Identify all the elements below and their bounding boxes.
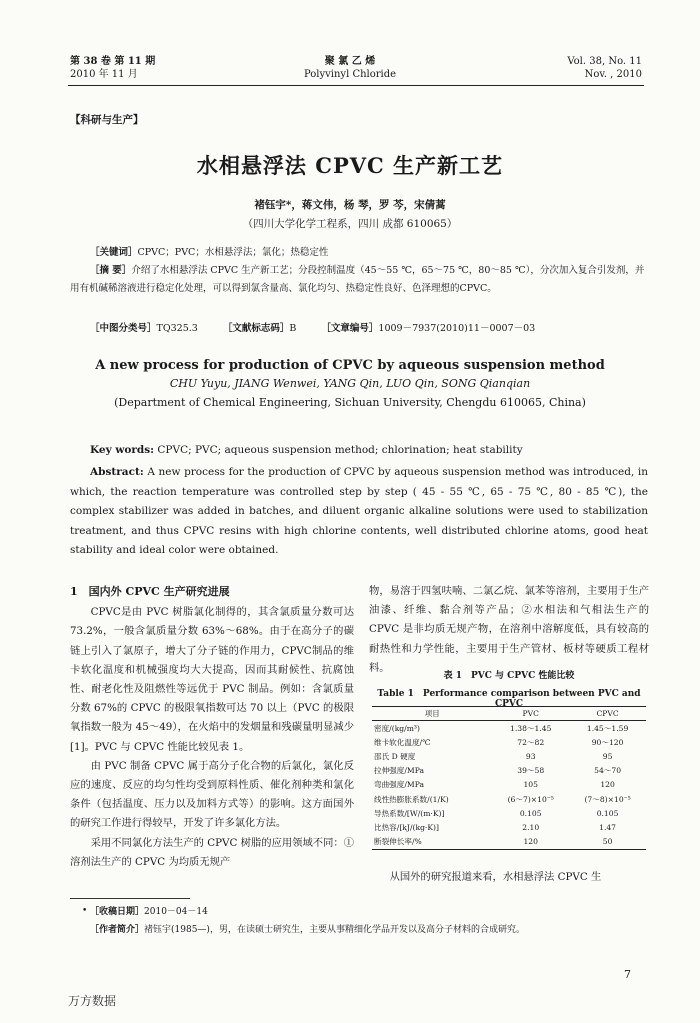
- table-header-row: [372, 707, 646, 721]
- table-cell: 120: [600, 780, 615, 790]
- table-header-item: 项目: [372, 707, 492, 721]
- table-row: [372, 835, 646, 850]
- table-cell: 90～120: [591, 737, 624, 747]
- volume-cn: 第 38 卷 第 11 期: [70, 56, 156, 67]
- affiliation-cn: （四川大学化学工程系，四川 成都 610065）: [242, 218, 458, 230]
- keywords-cn: [90, 244, 650, 258]
- table-1: [372, 706, 646, 850]
- table-cell: 93: [525, 751, 536, 761]
- table-cell: 导热系数/[W/(m·K)]: [374, 808, 445, 818]
- table-row: [372, 764, 646, 778]
- journal-cn: 聚 氯 乙 烯: [324, 56, 376, 67]
- article-no-label: ［文章编号］: [321, 323, 379, 334]
- right-column-paragraph: 物，易溶于四氢呋喃、二氯乙烷、氯苯等溶剂，主要用于生产油漆、纤维、黏合剂等产品；②水相法和气相法生产的 CPVC 是非均质无规产物，在溶剂中溶解度低，具有较高的耐热性和力学性能，主要用于生产管材、板材等硬质工程材料。: [369, 585, 649, 674]
- abstract-cn: [70, 262, 648, 298]
- table-cell: 线性热膨胀系数/(1/K): [374, 794, 449, 804]
- section-1-heading: 1 国内外 CPVC 生产研究进展: [70, 585, 230, 598]
- keywords-cn-text: CPVC；PVC；水相悬浮法；氯化；热稳定性: [137, 247, 329, 258]
- clc-value: TQ325.3: [156, 323, 198, 334]
- table-1-caption-en: Table 1 Performance comparison between PVC and CPVC: [377, 689, 641, 709]
- table-cell: 拉伸强度/MPa: [374, 766, 425, 776]
- author-bio: [90, 922, 650, 935]
- doc-code-label: ［文献标志码］: [222, 323, 290, 334]
- abstract-cn-text: 介绍了水相悬浮法 CPVC 生产新工艺；分段控制温度（45～55 ℃，65～75 ℃，80～85 ℃），分次加入复合引发剂，并用有机碱稀溶液进行稳定化处理，可以得到氯含量高、氯化均匀、热稳定性良好、色泽理想的CPVC。: [70, 265, 645, 294]
- keywords-en-label: Key words:: [90, 444, 155, 456]
- volume-en: Vol. 38, No. 11: [567, 56, 642, 67]
- section-1-paragraph-1: CPVC是由 PVC 树脂氯化制得的，其含氯质量分数可达 73.2%，一般含氯质量分数 63%～68%。由于在高分子的碳链上引入了氯原子，增大了分子链的作用力，CPVC制品的维卡软化温度和机械强度均大大提高，因而其耐候性、抗腐蚀性、耐老化性及阻燃性等远优于 PVC 制品。例如：含氯质量分数 67%的 CPVC 的极限氧指数可达 70 以上（PVC 的极限氧指数一般为 45～49），在火焰中的发烟量和残碳量明显减少[1]。PVC 与 CPVC 性能比较见表 1。: [70, 606, 354, 753]
- table-row: [372, 721, 646, 736]
- table-cell: 维卡软化温度/℃: [374, 737, 431, 747]
- header-rule: [68, 85, 644, 86]
- page-number: 7: [624, 968, 631, 981]
- section-1-paragraph-2: 由 PVC 制备 CPVC 属于高分子化合物的后氯化，氯化反应的速度、反应的均匀性均受到原料性质、催化剂种类和氯化条件（包括温度、压力以及加料方式等）的影响。这方面国外的研究工作进行得较早，开发了许多氯化方法。: [70, 759, 354, 830]
- journal-en: Polyvinyl Chloride: [303, 69, 397, 80]
- received-value: 2010－04－14: [144, 907, 208, 917]
- table-cell: 弯曲强度/MPa: [374, 780, 425, 790]
- clc-label: ［中图分类号］: [90, 323, 157, 334]
- left-column: [70, 582, 354, 872]
- received-label: ［收稿日期］: [90, 907, 145, 917]
- authors-cn: 褚钰宇*，蒋文伟，杨 琴，罗 芩，宋倩蒿: [254, 199, 446, 211]
- table-cell: 断裂伸长率/%: [372, 835, 492, 850]
- table-cell: 1.47: [599, 822, 617, 832]
- author-bio-text: 褚钰宇(1985—)，男，在读硕士研究生，主要从事精细化学品开发以及高分子材料的合成研究。: [144, 925, 525, 935]
- table-row: [372, 820, 646, 834]
- table-cell: 比热容/[kJ/(kg·K)]: [374, 822, 439, 832]
- right-column: [369, 582, 649, 678]
- received-date: [90, 904, 208, 917]
- table-cell: 1.38～1.45: [510, 723, 552, 733]
- authors-en: CHU Yuyu, JIANG Wenwei, YANG Qin, LUO Qin, SONG Qianqian: [169, 377, 531, 390]
- table-header-pvc: PVC: [492, 707, 569, 721]
- header-right: [567, 55, 642, 81]
- table-cell: 密度/(kg/m³): [374, 723, 420, 733]
- section-1-paragraph-3: 采用不同氯化方法生产的 CPVC 树脂的应用领域不同：①溶剂法生产的 CPVC 为均质无规产: [70, 836, 354, 868]
- right-column-continuation: 从国外的研究报道来看，水相悬浮法 CPVC 生: [389, 871, 602, 883]
- doc-code-value: B: [289, 323, 297, 334]
- abstract-en-text: A new process for the production of CPVC by aqueous suspension method was introduced, in which, the reaction temperature was controlled step by step ( 45 - 55 ℃, 65 - 75 ℃, 80 - 85 ℃), the complex stabilizer was added in batches, and diluent organic alkaline solutions were used to stabilization treatment, and thus CPVC resins with high chlorine contents, well distributed chlorine atoms, good heat stability and ideal color were obtained.: [70, 466, 648, 556]
- table-cell: 邵氏 D 硬度: [374, 751, 416, 761]
- classification-row: [90, 320, 557, 334]
- footnote-rule: [70, 898, 190, 899]
- abstract-en: [70, 463, 648, 561]
- date-en: Nov. , 2010: [584, 69, 642, 80]
- table-cell: 95: [602, 751, 613, 761]
- table-row: [372, 735, 646, 749]
- watermark: 万方数据: [68, 994, 117, 1008]
- table-cell: 0.105: [596, 808, 619, 818]
- table-cell: 120: [492, 835, 569, 850]
- table-row: [372, 792, 646, 806]
- table-cell: (7～8)×10⁻⁵: [584, 794, 631, 804]
- article-no-value: 1009－7937(2010)11－0007－03: [378, 323, 536, 334]
- table-row: [372, 749, 646, 763]
- table-row: [372, 806, 646, 820]
- table-header-cpvc: CPVC: [569, 707, 646, 721]
- date-cn: 2010 年 11 月: [70, 69, 138, 80]
- header-left: [70, 55, 155, 81]
- table-cell: 72～82: [517, 737, 545, 747]
- title-cn: 水相悬浮法 CPVC 生产新工艺: [196, 153, 504, 178]
- table-cell: 39～58: [517, 766, 545, 776]
- table-cell: 54～70: [594, 766, 622, 776]
- table-cell: 1.45～1.59: [586, 723, 629, 733]
- table-row: [372, 778, 646, 792]
- section-tag: 【科研与生产】: [70, 114, 144, 126]
- table-cell: 0.105: [519, 808, 542, 818]
- table-1-caption-cn: 表 1 PVC 与 CPVC 性能比较: [443, 671, 575, 681]
- table-cell: (6～7)×10⁻⁵: [507, 794, 554, 804]
- abstract-en-label: Abstract:: [90, 466, 144, 478]
- bullet-dot: •: [82, 906, 88, 916]
- title-en: A new process for production of CPVC by aqueous suspension method: [95, 358, 605, 373]
- table-cell: 2.10: [522, 822, 540, 832]
- keywords-en-text: CPVC; PVC; aqueous suspension method; chlorination; heat stability: [157, 444, 523, 456]
- keywords-cn-label: ［关键词］: [90, 247, 138, 258]
- author-bio-label: ［作者简介］: [90, 925, 145, 935]
- keywords-en: [90, 444, 650, 456]
- table-cell: 50: [569, 835, 646, 850]
- table-cell: 105: [523, 780, 538, 790]
- affiliation-en: (Department of Chemical Engineering, Sichuan University, Chengdu 610065, China): [114, 396, 586, 409]
- header-center: [250, 55, 450, 81]
- abstract-cn-label: ［摘 要］: [90, 265, 132, 276]
